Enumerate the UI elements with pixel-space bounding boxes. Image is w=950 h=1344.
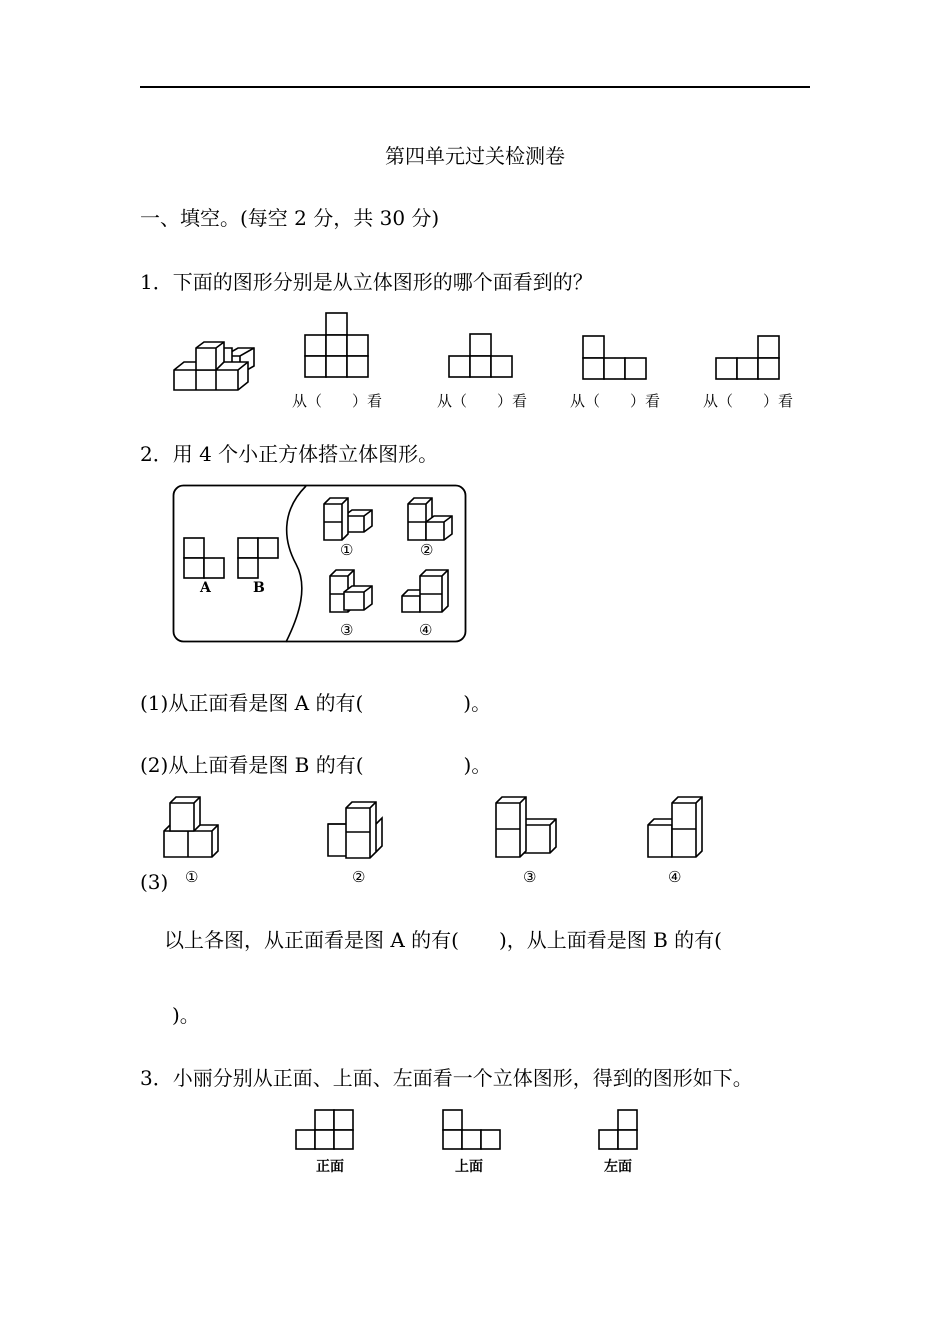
section-heading: 一、填空。(每空 2 分，共 30 分) <box>140 206 440 230</box>
q2-3-number-3: ③ <box>523 868 537 886</box>
q2-3-number-2: ② <box>352 868 366 886</box>
view-label-a: A <box>200 580 211 596</box>
q1-view-4 <box>713 334 783 382</box>
q1-caption-3: 从（ ）看 <box>570 392 661 410</box>
q2-3-shape-3 <box>494 795 560 859</box>
q1-view-2 <box>446 331 516 381</box>
q3-front-label: 正面 <box>316 1159 344 1175</box>
q1-view-1 <box>302 310 372 380</box>
shape-number-4: ④ <box>419 621 433 639</box>
q2-3-shape-1 <box>162 795 222 859</box>
q2-3-shape-2 <box>326 800 386 860</box>
q2-3-number-4: ④ <box>668 868 682 886</box>
q3-left-label: 左面 <box>604 1159 632 1175</box>
question-1-text: 1．下面的图形分别是从立体图形的哪个面看到的？ <box>140 270 593 294</box>
q2-3-number-1: ① <box>185 868 199 886</box>
q3-front-view <box>294 1108 358 1152</box>
question-2-text: 2．用 4 个小正方体搭立体图形。 <box>140 442 439 466</box>
page-title: 第四单元过关检测卷 <box>385 144 565 168</box>
q1-solid-figure <box>170 338 256 392</box>
q3-top-label: 上面 <box>455 1159 483 1175</box>
q2-sub-3-text: 以上各图，从正面看是图 A 的有( )，从上面看是图 B 的有( <box>164 928 722 952</box>
view-label-b: B <box>253 580 265 596</box>
q2-3-shape-4 <box>646 795 706 859</box>
top-rule <box>140 86 810 88</box>
shape-number-1: ① <box>340 541 354 559</box>
shape-number-3: ③ <box>340 621 354 639</box>
q2-sub-1: (1)从正面看是图 A 的有( )。 <box>140 691 492 715</box>
q3-left-view <box>597 1108 643 1152</box>
q1-caption-1: 从（ ）看 <box>292 392 383 410</box>
q1-caption-4: 从（ ）看 <box>703 392 794 410</box>
q1-caption-2: 从（ ）看 <box>437 392 528 410</box>
shape-number-2: ② <box>420 541 434 559</box>
q2-figure-panel <box>172 484 468 644</box>
q2-sub-3-label: (3) <box>140 870 169 894</box>
q2-sub-3-close: )。 <box>172 1003 200 1027</box>
question-3-text: 3．小丽分别从正面、上面、左面看一个立体图形，得到的图形如下。 <box>140 1066 753 1090</box>
q2-sub-2: (2)从上面看是图 B 的有( )。 <box>140 753 492 777</box>
q3-top-view <box>441 1108 505 1152</box>
q1-view-3 <box>580 334 650 382</box>
